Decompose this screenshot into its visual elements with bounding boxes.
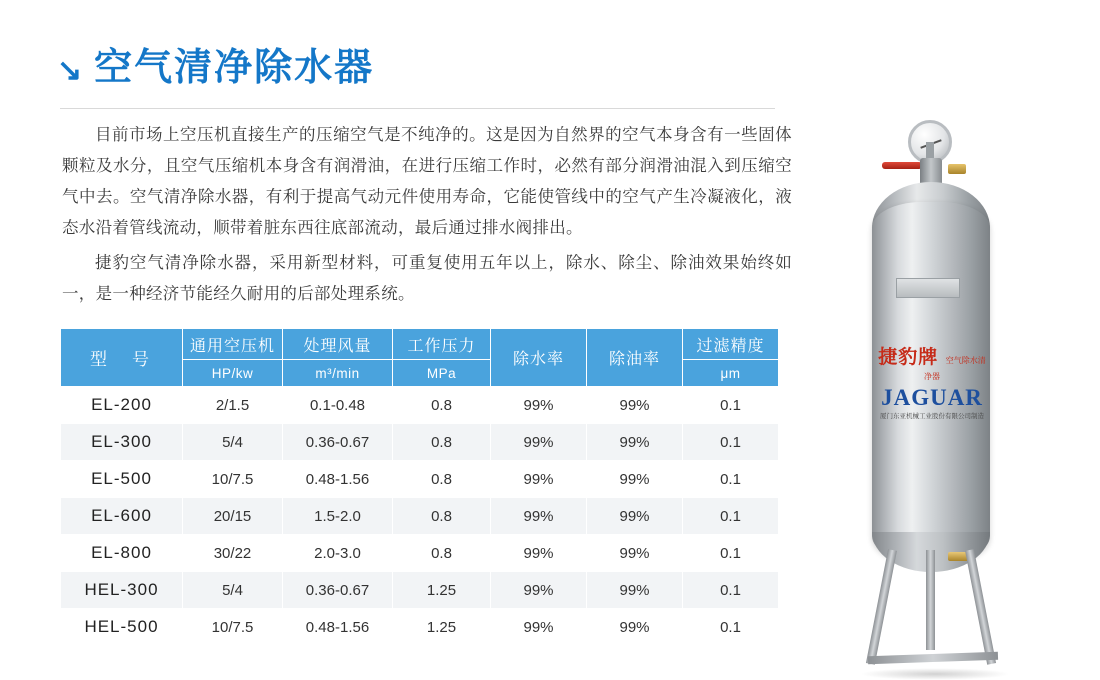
unit-pressure: MPa xyxy=(393,360,491,387)
brass-fitting-top xyxy=(948,164,966,174)
cell-pressure: 0.8 xyxy=(393,387,491,424)
brand-label xyxy=(878,348,986,421)
cell-filter-precision: 0.1 xyxy=(683,609,779,646)
cell-pressure: 0.8 xyxy=(393,424,491,461)
brand-name-cn: 捷豹牌 xyxy=(878,347,939,368)
cell-model: EL-200 xyxy=(61,387,183,424)
cell-compressor: 10/7.5 xyxy=(183,609,283,646)
page-title-block xyxy=(57,48,374,90)
table-header xyxy=(61,329,779,387)
down-right-arrow-icon: ↘ xyxy=(57,53,83,87)
spec-table-container xyxy=(60,328,778,646)
cell-oil-removal: 99% xyxy=(587,461,683,498)
cell-pressure: 0.8 xyxy=(393,535,491,572)
table-row xyxy=(61,572,779,609)
cell-model: EL-500 xyxy=(61,461,183,498)
brand-name-en: JAGUAR xyxy=(881,385,983,410)
table-row xyxy=(61,461,779,498)
cell-water-removal: 99% xyxy=(491,572,587,609)
table-row xyxy=(61,424,779,461)
cell-model: EL-300 xyxy=(61,424,183,461)
spec-table xyxy=(60,328,779,646)
cell-airflow: 2.0-3.0 xyxy=(283,535,393,572)
cell-airflow: 0.48-1.56 xyxy=(283,461,393,498)
manufacturer-text: 厦门东亚机械工业股份有限公司制造 xyxy=(880,413,984,420)
title-divider xyxy=(60,108,775,109)
col-header-water-removal: 除水率 xyxy=(491,329,587,387)
cell-pressure: 1.25 xyxy=(393,572,491,609)
cell-oil-removal: 99% xyxy=(587,424,683,461)
cell-compressor: 10/7.5 xyxy=(183,461,283,498)
col-header-pressure: 工作压力 xyxy=(393,329,491,360)
cell-airflow: 1.5-2.0 xyxy=(283,498,393,535)
col-header-airflow: 处理风量 xyxy=(283,329,393,360)
cell-oil-removal: 99% xyxy=(587,387,683,424)
cell-airflow: 0.36-0.67 xyxy=(283,572,393,609)
table-row xyxy=(61,535,779,572)
cell-model: EL-600 xyxy=(61,498,183,535)
table-body xyxy=(61,387,779,646)
cell-compressor: 20/15 xyxy=(183,498,283,535)
col-header-filter-precision: 过滤精度 xyxy=(683,329,779,360)
cell-water-removal: 99% xyxy=(491,609,587,646)
cell-oil-removal: 99% xyxy=(587,572,683,609)
cell-filter-precision: 0.1 xyxy=(683,498,779,535)
col-header-oil-removal: 除油率 xyxy=(587,329,683,387)
cell-filter-precision: 0.1 xyxy=(683,424,779,461)
nameplate xyxy=(896,278,960,298)
cell-airflow: 0.48-1.56 xyxy=(283,609,393,646)
cell-filter-precision: 0.1 xyxy=(683,535,779,572)
cell-oil-removal: 99% xyxy=(587,535,683,572)
brand-subtitle-cn: 空气除水清净器 xyxy=(924,356,986,381)
unit-airflow: m³/min xyxy=(283,360,393,387)
cell-model: HEL-500 xyxy=(61,609,183,646)
cell-oil-removal: 99% xyxy=(587,498,683,535)
paragraph-1: 目前市场上空压机直接生产的压缩空气是不纯净的。这是因为自然界的空气本身含有一些固体颗粒及水分，且空气压缩机本身含有润滑油，在进行压缩工作时，必然有部分润滑油混入到压缩空气中去。空气清净除水器，有利于提高气动元件使用寿命，它能使管线中的空气产生冷凝液化，液态水沿着管线流动，顺带着脏东西往底部流动，最后通过排水阀排出。 xyxy=(62,126,792,237)
table-row xyxy=(61,498,779,535)
tank-leg-left xyxy=(866,549,897,665)
red-valve-handle xyxy=(882,162,922,169)
cell-filter-precision: 0.1 xyxy=(683,461,779,498)
product-photo xyxy=(820,120,1070,650)
cell-airflow: 0.1-0.48 xyxy=(283,387,393,424)
cell-filter-precision: 0.1 xyxy=(683,387,779,424)
cell-water-removal: 99% xyxy=(491,535,587,572)
cell-airflow: 0.36-0.67 xyxy=(283,424,393,461)
unit-filter-precision: μm xyxy=(683,360,779,387)
cell-filter-precision: 0.1 xyxy=(683,572,779,609)
cell-pressure: 1.25 xyxy=(393,609,491,646)
cell-compressor: 5/4 xyxy=(183,572,283,609)
cell-water-removal: 99% xyxy=(491,387,587,424)
page-title: 空气清净除水器 xyxy=(94,47,375,89)
cell-compressor: 5/4 xyxy=(183,424,283,461)
table-row xyxy=(61,387,779,424)
paragraph-2: 捷豹空气清净除水器，采用新型材料，可重复使用五年以上，除水、除尘、除油效果始终如一，是一种经济节能经久耐用的后部处理系统。 xyxy=(62,254,792,303)
cell-water-removal: 99% xyxy=(491,498,587,535)
cell-pressure: 0.8 xyxy=(393,461,491,498)
cell-water-removal: 99% xyxy=(491,424,587,461)
table-row xyxy=(61,609,779,646)
product-shadow xyxy=(860,668,1010,680)
cell-compressor: 2/1.5 xyxy=(183,387,283,424)
col-header-model: 型 号 xyxy=(61,329,183,387)
cell-water-removal: 99% xyxy=(491,461,587,498)
cell-oil-removal: 99% xyxy=(587,609,683,646)
cell-model: EL-800 xyxy=(61,535,183,572)
table-header-row xyxy=(61,329,779,360)
cell-model: HEL-300 xyxy=(61,572,183,609)
description-text xyxy=(62,120,792,314)
col-header-compressor: 通用空压机 xyxy=(183,329,283,360)
tank-leg-center xyxy=(926,550,935,650)
cell-pressure: 0.8 xyxy=(393,498,491,535)
unit-compressor: HP/kw xyxy=(183,360,283,387)
tank-leg-right xyxy=(965,549,996,665)
cell-compressor: 30/22 xyxy=(183,535,283,572)
tank-foot-bar xyxy=(868,652,998,665)
